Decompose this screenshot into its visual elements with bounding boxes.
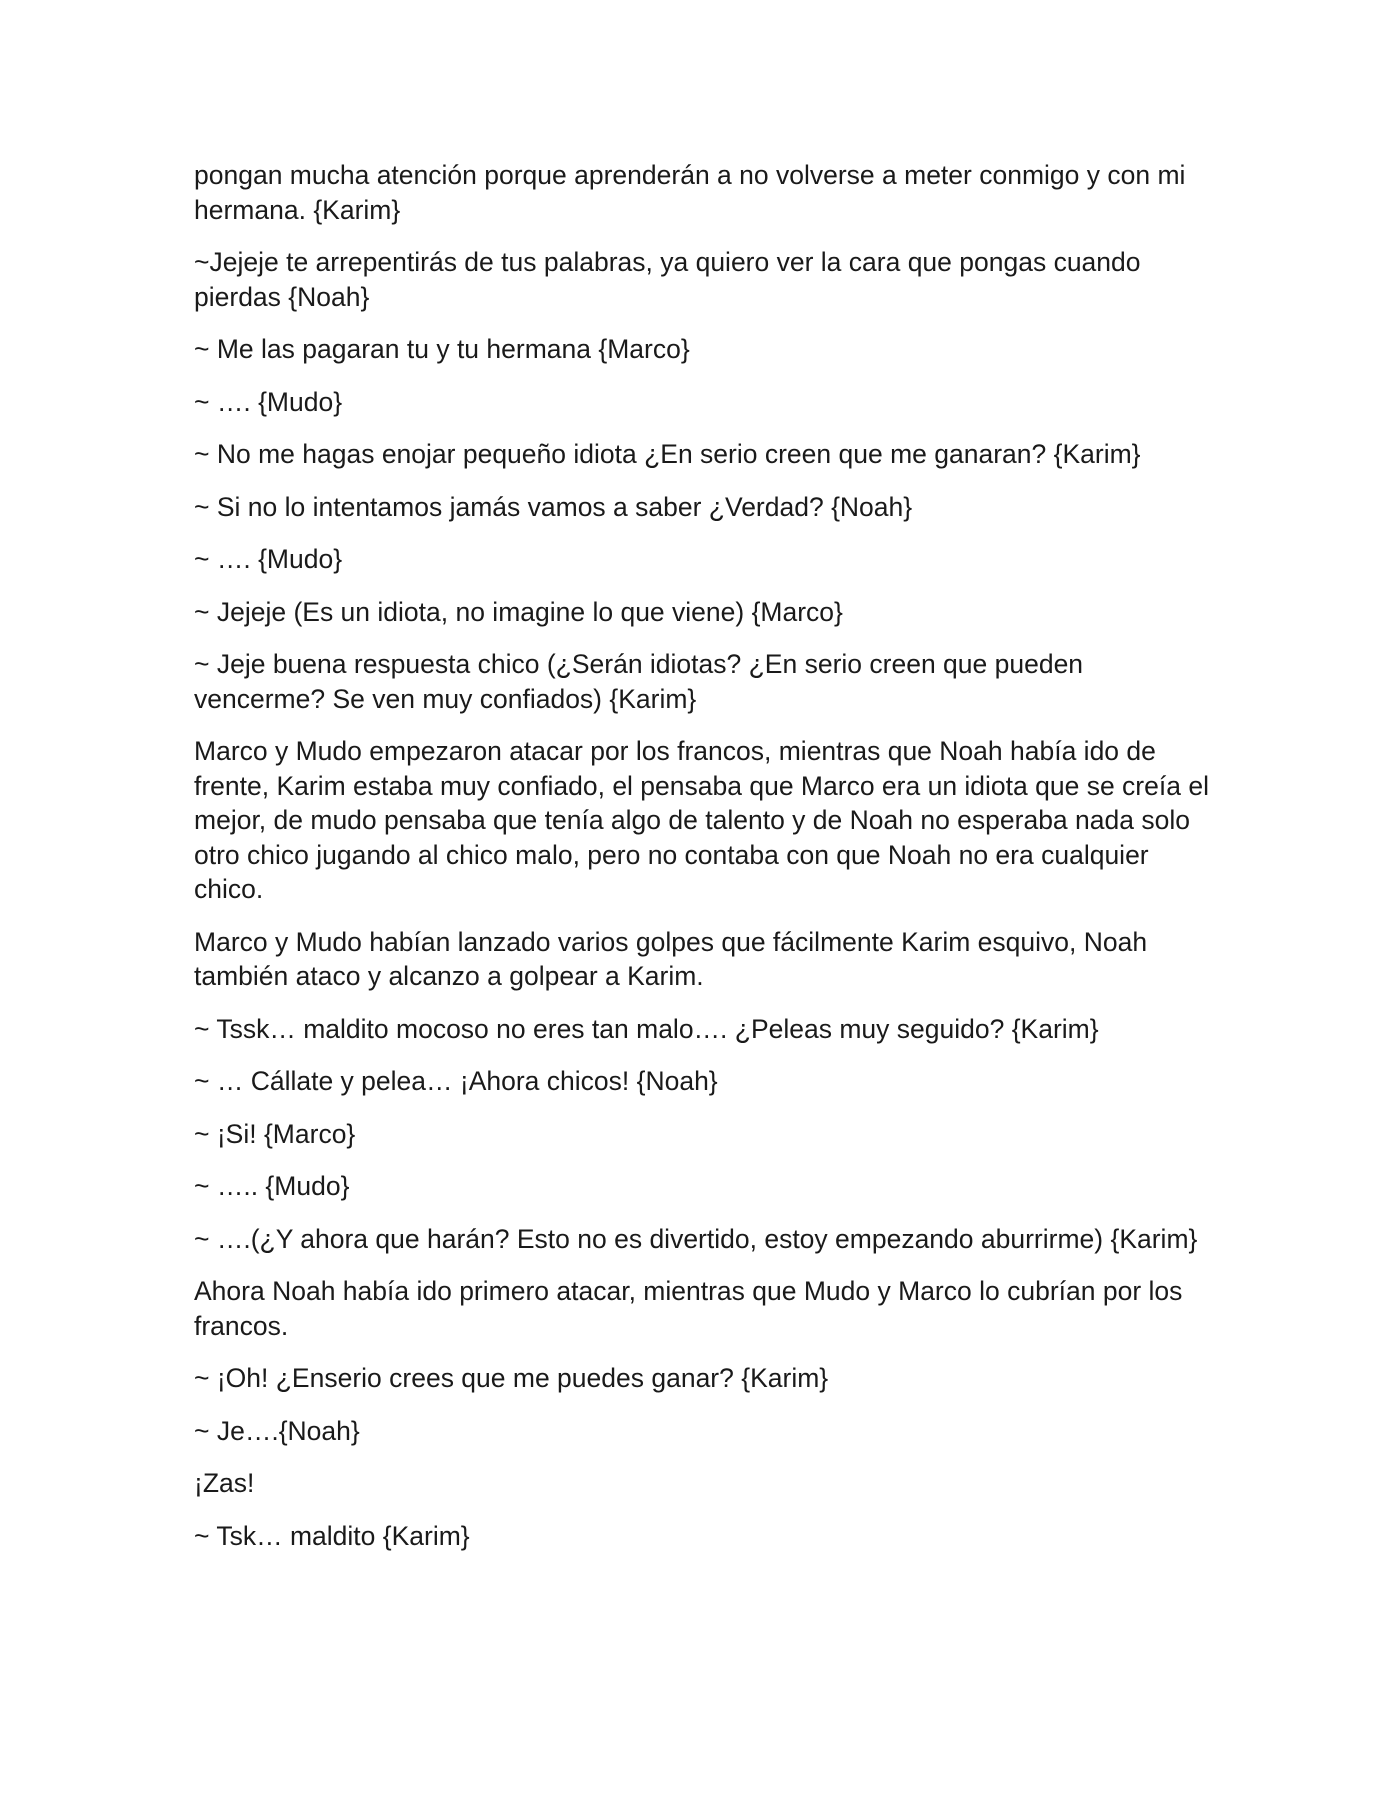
paragraph: ~ Jeje buena respuesta chico (¿Serán idiotas? ¿En serio creen que pueden vencerme? Se ven muy confiados) {Karim} [194,649,1084,714]
paragraph: ~ Tsk… maldito {Karim} [194,1520,470,1551]
paragraph: Ahora Noah había ido primero atacar, mientras que Mudo y Marco lo cubrían por los francos. [194,1276,1183,1341]
paragraph: ~ ¡Oh! ¿Enserio crees que me puedes ganar? {Karim} [194,1363,829,1393]
paragraph: pongan mucha atención porque aprenderán a no volverse a meter conmigo y con mi hermana. {Karim} [194,160,1186,225]
paragraph: ~ ….(¿Y ahora que harán? Esto no es divertido, estoy empezando aburrirme) {Karim} [194,1223,1198,1254]
paragraph: ~ ….. {Mudo} [194,1171,350,1201]
paragraph: ~ Tssk… maldito mocoso no eres tan malo…. ¿Peleas muy seguido? {Karim} [194,1013,1099,1044]
document-body [194,158,1210,1571]
paragraph: Marco y Mudo habían lanzado varios golpes que fácilmente Karim esquivo, Noah también ataco y alcanzo a golpear a Karim. [194,926,1148,991]
paragraph: ~ Jejeje (Es un idiota, no imagine lo que viene) {Marco} [194,596,843,627]
paragraph: ~Jejeje te arrepentirás de tus palabras, ya quiero ver la cara que pongas cuando pierdas {Noah} [194,247,1141,312]
paragraph: ~ No me hagas enojar pequeño idiota ¿En serio creen que me ganaran? {Karim} [194,439,1141,469]
paragraph: ~ ¡Si! {Marco} [194,1118,356,1149]
paragraph: ~ … Cállate y pelea… ¡Ahora chicos! {Noah} [194,1066,718,1096]
paragraph: ¡Zas! [194,1468,255,1498]
paragraph: Marco y Mudo empezaron atacar por los francos, mientras que Noah había ido de frente, Karim estaba muy confiado, el pensaba que Marco era un idiota que se creía el mejor, de mudo pensaba que tenía algo de talento y de Noah no esperaba nada solo otro chico jugando al chico malo, pero no contaba con que Noah no era cualquier chico. [194,736,1209,904]
paragraph: ~ …. {Mudo} [194,386,343,417]
paragraph: ~ Si no lo intentamos jamás vamos a saber ¿Verdad? {Noah} [194,491,913,522]
paragraph: ~ …. {Mudo} [194,544,343,574]
paragraph: ~ Je….{Noah} [194,1415,360,1446]
paragraph: ~ Me las pagaran tu y tu hermana {Marco} [194,334,690,364]
